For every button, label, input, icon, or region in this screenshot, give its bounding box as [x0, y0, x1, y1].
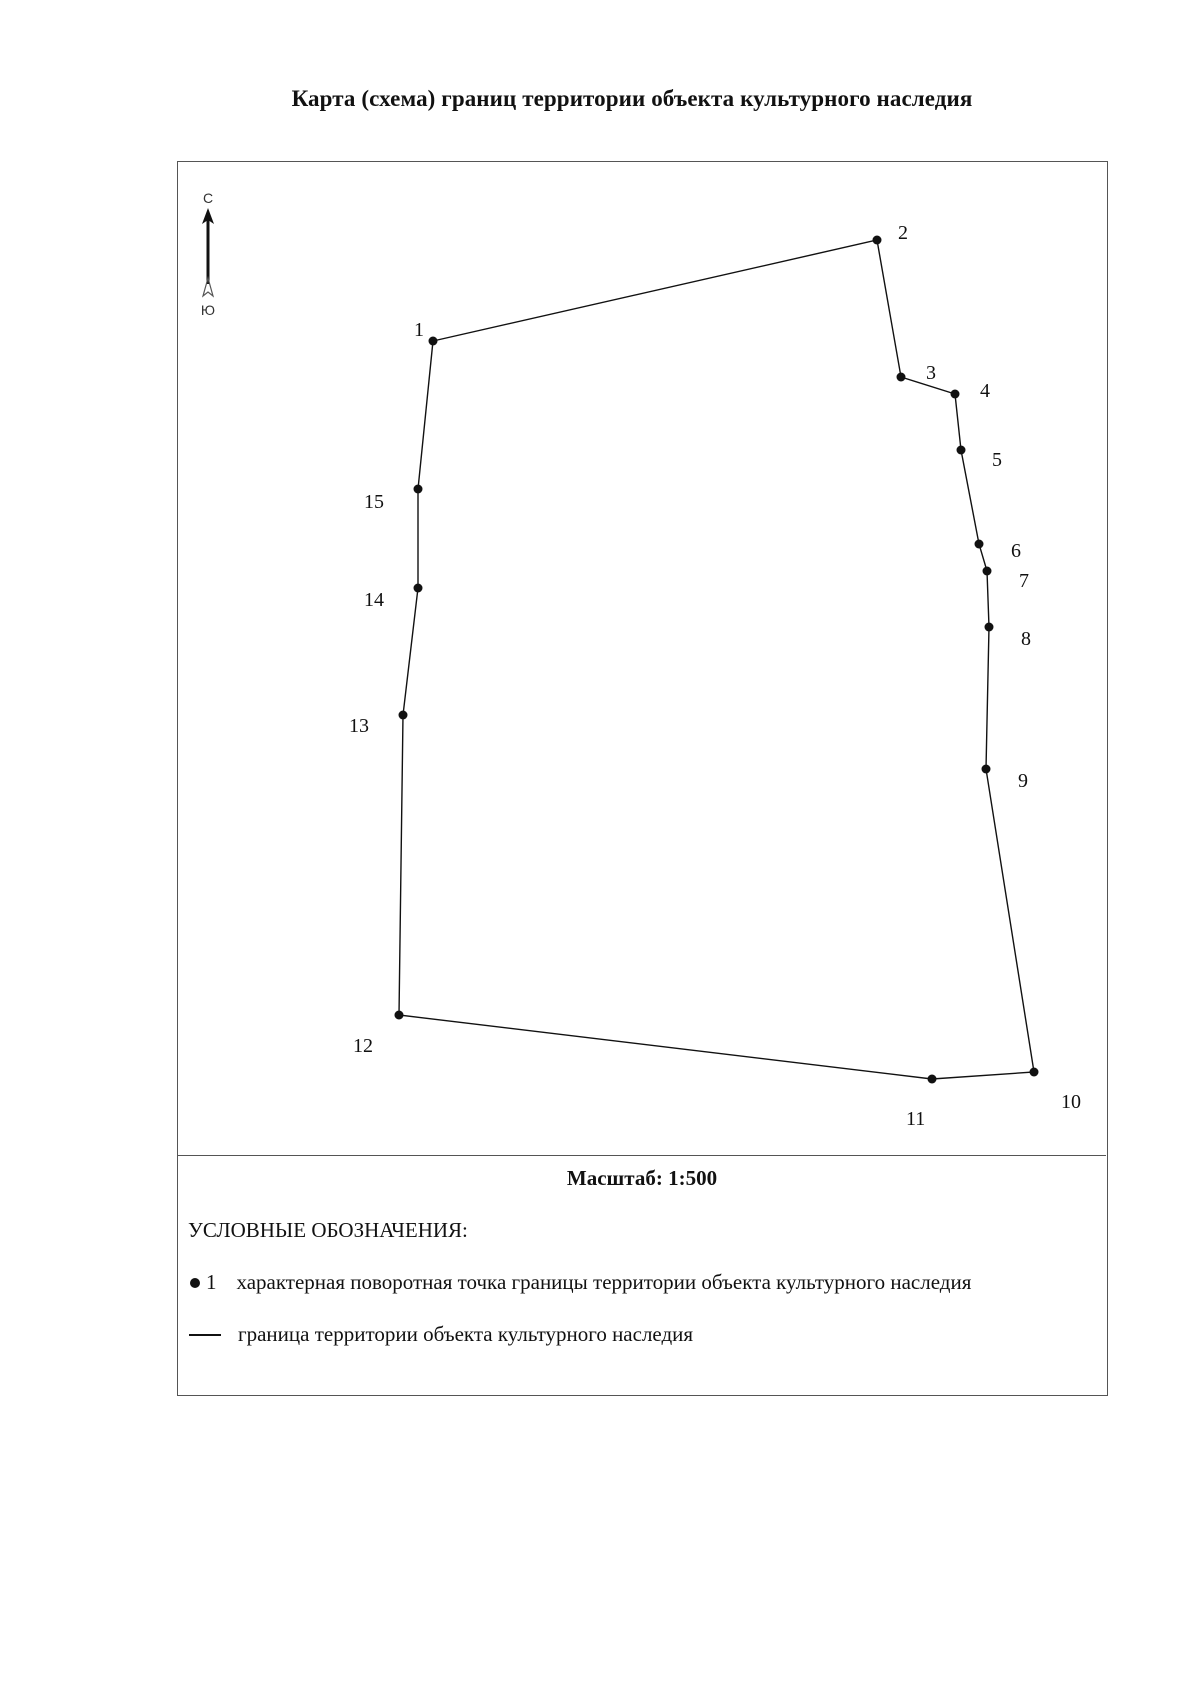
north-arrow	[196, 190, 220, 320]
point-label-12: 12	[353, 1035, 373, 1057]
boundary-point-15[interactable]	[414, 485, 423, 494]
boundary-point-14[interactable]	[414, 584, 423, 593]
map-area[interactable]	[178, 162, 1106, 1156]
point-marker-icon	[190, 1278, 200, 1288]
boundary-map[interactable]	[1, 1, 1200, 1698]
boundary-point-2[interactable]	[873, 236, 882, 245]
point-label-5: 5	[992, 449, 1002, 471]
boundary-point-10[interactable]	[1030, 1068, 1039, 1077]
point-label-4: 4	[980, 380, 990, 402]
legend-line-text: граница территории объекта культурного наследия	[238, 1322, 694, 1346]
boundary-point-4[interactable]	[951, 390, 960, 399]
point-label-11: 11	[906, 1108, 926, 1130]
legend-point-number: 1	[206, 1270, 217, 1294]
point-label-8: 8	[1021, 628, 1031, 650]
legend-item-point	[188, 1270, 971, 1295]
legend-item-line	[188, 1322, 693, 1347]
boundary-point-12[interactable]	[395, 1011, 404, 1020]
page-title: Карта (схема) границ территории объекта культурного наследия	[291, 86, 973, 111]
boundary-point-3[interactable]	[897, 373, 906, 382]
boundary-point-11[interactable]	[928, 1075, 937, 1084]
point-label-9: 9	[1018, 770, 1028, 792]
compass-south-label: Ю	[200, 302, 216, 318]
boundary-polygon[interactable]	[399, 240, 1034, 1079]
point-label-1: 1	[414, 319, 424, 341]
map-scale: Масштаб: 1:500	[566, 1166, 718, 1190]
legend-panel	[178, 1156, 1106, 1394]
boundary-point-9[interactable]	[982, 765, 991, 774]
point-label-13: 13	[349, 715, 369, 737]
boundary-vertices	[395, 236, 1039, 1084]
legend-heading: УСЛОВНЫЕ ОБОЗНАЧЕНИЯ:	[188, 1218, 468, 1242]
point-label-7: 7	[1019, 570, 1029, 592]
point-label-10: 10	[1061, 1091, 1081, 1113]
boundary-point-6[interactable]	[975, 540, 984, 549]
boundary-point-5[interactable]	[957, 446, 966, 455]
point-label-2: 2	[898, 222, 908, 244]
boundary-line-icon	[189, 1334, 221, 1336]
boundary-point-13[interactable]	[399, 711, 408, 720]
point-label-3: 3	[926, 362, 936, 384]
point-label-14: 14	[364, 589, 384, 611]
compass-north-label: С	[202, 190, 214, 206]
map-frame	[177, 161, 1108, 1396]
boundary-point-1[interactable]	[429, 337, 438, 346]
point-label-6: 6	[1011, 540, 1021, 562]
vertex-labels	[349, 222, 1081, 1130]
boundary-point-7[interactable]	[983, 567, 992, 576]
legend-point-text: характерная поворотная точка границы территории объекта культурного наследия	[236, 1270, 972, 1294]
north-arrow-icon	[196, 206, 220, 302]
boundary-point-8[interactable]	[985, 623, 994, 632]
point-label-15: 15	[364, 491, 384, 513]
